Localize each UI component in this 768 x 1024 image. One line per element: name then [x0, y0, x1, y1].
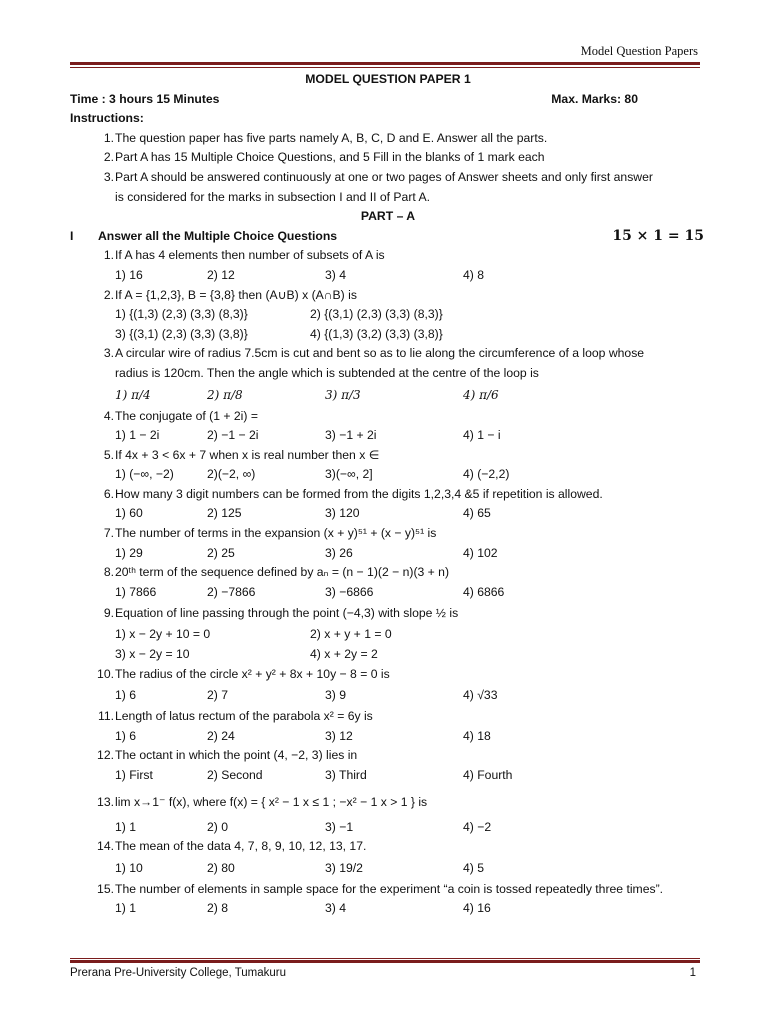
options-row	[70, 544, 706, 564]
option: 1) 29	[115, 545, 143, 560]
footer-rule	[70, 958, 700, 959]
option: 2) −7866	[207, 584, 256, 599]
option: 1) 6	[115, 728, 137, 743]
question-5: 5. If 4x + 3 < 6x + 7 when x is real number then x ∈	[103, 447, 380, 462]
time-label: Time : 3 hours 15 Minutes	[70, 91, 220, 106]
option: 1) 1	[115, 819, 137, 834]
section-title: Answer all the Multiple Choice Questions	[98, 228, 338, 243]
options-row	[70, 384, 706, 407]
max-marks: Max. Marks: 80	[551, 91, 638, 106]
option: 2) Second	[207, 768, 263, 782]
option: 4) x + 2y = 2	[310, 647, 378, 662]
options-row	[70, 504, 706, 524]
option: 1) First	[115, 768, 153, 782]
option: 2) 12	[207, 267, 235, 282]
question-14: 14. The mean of the data 4, 7, 8, 9, 10, 12, 13, 17.	[97, 839, 367, 854]
option: 4) 102	[463, 545, 498, 560]
option: 2) x + y + 1 = 0	[310, 627, 392, 642]
option: 3) −1	[325, 819, 354, 834]
options-row	[70, 266, 706, 286]
option: 3) Third	[325, 768, 367, 782]
option: 1) π/4	[115, 387, 151, 402]
options-row	[70, 727, 706, 747]
options-row	[70, 325, 706, 345]
option: 4) Fourth	[463, 768, 513, 782]
option: 1) 1	[115, 901, 137, 916]
option: 3) −1 + 2i	[325, 428, 377, 443]
instruction-item: 1. The question paper has five parts namely A, B, C, D and E. Answer all the parts.	[103, 130, 548, 145]
option: 2) 80	[207, 860, 235, 875]
option: 3) 120	[325, 506, 360, 521]
option: 1) 1 − 2i	[115, 428, 160, 443]
option: 2) 24	[207, 728, 235, 743]
option: 4) (−2,2)	[463, 467, 510, 482]
options-row	[70, 426, 706, 446]
option: 1) 7866	[115, 584, 157, 599]
question-7: 7. The number of terms in the expansion (x + y)⁵¹ + (x − y)⁵¹ is	[103, 526, 437, 541]
options-row	[70, 583, 706, 603]
section-heading	[70, 227, 706, 247]
question-15: 15. The number of elements in sample space for the experiment “a coin is tossed repeatedly three times”.	[97, 881, 664, 896]
option: 3)(−∞, 2]	[325, 467, 373, 482]
question-13: 13. lim x→1⁻ f(x), where f(x) = { x² − 1 x ≤ 1 ; −x² − 1 x > 1 } is	[97, 794, 428, 809]
options-row	[70, 899, 706, 919]
question-1: 1. If A has 4 elements then number of subsets of A is	[103, 248, 385, 263]
question-11: 11. Length of latus rectum of the parabola x² = 6y is	[97, 709, 373, 724]
question-2: 2. If A = {1,2,3}, B = {3,8} then (A∪B) x (A∩B) is	[103, 287, 357, 302]
instructions-label: Instructions:	[70, 111, 144, 126]
option: 1) {(1,3) (2,3) (3,3) (8,3)}	[115, 307, 248, 322]
question-10: 10. The radius of the circle x² + y² + 8x + 10y − 8 = 0 is	[97, 666, 390, 681]
section-number: I	[70, 228, 74, 243]
options-row	[70, 684, 706, 707]
option: 3) 4	[325, 267, 347, 282]
option: 3) x − 2y = 10	[115, 647, 190, 662]
option: 1) (−∞, −2)	[115, 467, 174, 482]
option: 2) 0	[207, 819, 229, 834]
option: 3) π/3	[325, 387, 361, 402]
option: 1) 60	[115, 506, 143, 521]
option: 3) 4	[325, 901, 347, 916]
options-row	[70, 465, 706, 485]
option: 4) {(1,3) (3,2) (3,3) (3,8)}	[310, 326, 443, 341]
option: 1) x − 2y + 10 = 0	[115, 627, 211, 642]
option: 2) 25	[207, 545, 235, 560]
option: 4) 5	[463, 860, 485, 875]
paper-title: MODEL QUESTION PAPER 1	[305, 72, 471, 86]
time-row	[70, 90, 706, 110]
option: 2) 8	[207, 901, 229, 916]
option: 2) π/8	[207, 387, 243, 402]
instruction-item: 3. Part A should be answered continuously at one or two pages of Answer sheets and only first answer	[103, 169, 653, 184]
option: 3) −6866	[325, 584, 374, 599]
options-row	[70, 625, 706, 645]
options-row	[70, 305, 706, 325]
option: 3) 26	[325, 545, 353, 560]
option: 1) 16	[115, 267, 143, 282]
option: 4) 18	[463, 728, 491, 743]
option: 2) −1 − 2i	[207, 428, 259, 443]
option: 2) {(3,1) (2,3) (3,3) (8,3)}	[310, 307, 443, 322]
instruction-item-continued: is considered for the marks in subsection I and II of Part A.	[115, 189, 430, 204]
option: 4) √33	[463, 688, 498, 703]
option: 3) {(3,1) (2,3) (3,3) (3,8)}	[115, 326, 248, 341]
option: 1) 6	[115, 688, 137, 703]
footer-college: Prerana Pre-University College, Tumakuru	[70, 967, 287, 979]
option: 4) 1 − i	[463, 428, 501, 443]
instruction-item: 2. Part A has 15 Multiple Choice Questions, and 5 Fill in the blanks of 1 mark each	[103, 150, 545, 165]
option: 3) 12	[325, 728, 353, 743]
options-row	[70, 645, 706, 665]
option: 1) 10	[115, 860, 143, 875]
option: 2) 7	[207, 688, 229, 703]
question-9: 9. Equation of line passing through the point (−4,3) with slope ½ is	[103, 606, 459, 621]
question-3: 3. A circular wire of radius 7.5cm is cut and bent so as to lie along the circumference of a loop whose	[103, 346, 645, 361]
question-8: 8. 20ᵗʰ term of the sequence defined by aₙ = (n − 1)(2 − n)(3 + n)	[103, 565, 450, 580]
question-paper	[70, 70, 706, 919]
section-marks: 15 × 1 = 15	[612, 227, 704, 244]
question-4: 4. The conjugate of (1 + 2i) =	[103, 408, 258, 423]
part-title: PART – A	[360, 209, 416, 224]
option: 4) 16	[463, 901, 491, 916]
option: 4) 6866	[463, 584, 505, 599]
option: 3) 9	[325, 688, 347, 703]
header-rule	[70, 62, 700, 65]
question-6: 6. How many 3 digit numbers can be formed from the digits 1,2,3,4 &5 if repetition is allowed.	[103, 486, 603, 501]
option: 2)(−2, ∞)	[207, 467, 256, 482]
option: 4) 8	[463, 267, 485, 282]
page-number: 1	[689, 967, 696, 979]
option: 2) 125	[207, 506, 242, 521]
options-row	[70, 818, 706, 838]
running-header: Model Question Papers	[580, 44, 698, 58]
option: 4) π/6	[463, 387, 499, 402]
question-12: 12. The octant in which the point (4, −2, 3) lies in	[97, 748, 358, 763]
option: 4) −2	[463, 819, 492, 834]
options-row	[70, 766, 706, 786]
question-3-continued: radius is 120cm. Then the angle which is subtended at the centre of the loop is	[115, 365, 539, 380]
options-row	[70, 857, 706, 880]
option: 3) 19/2	[325, 860, 363, 875]
option: 4) 65	[463, 506, 491, 521]
